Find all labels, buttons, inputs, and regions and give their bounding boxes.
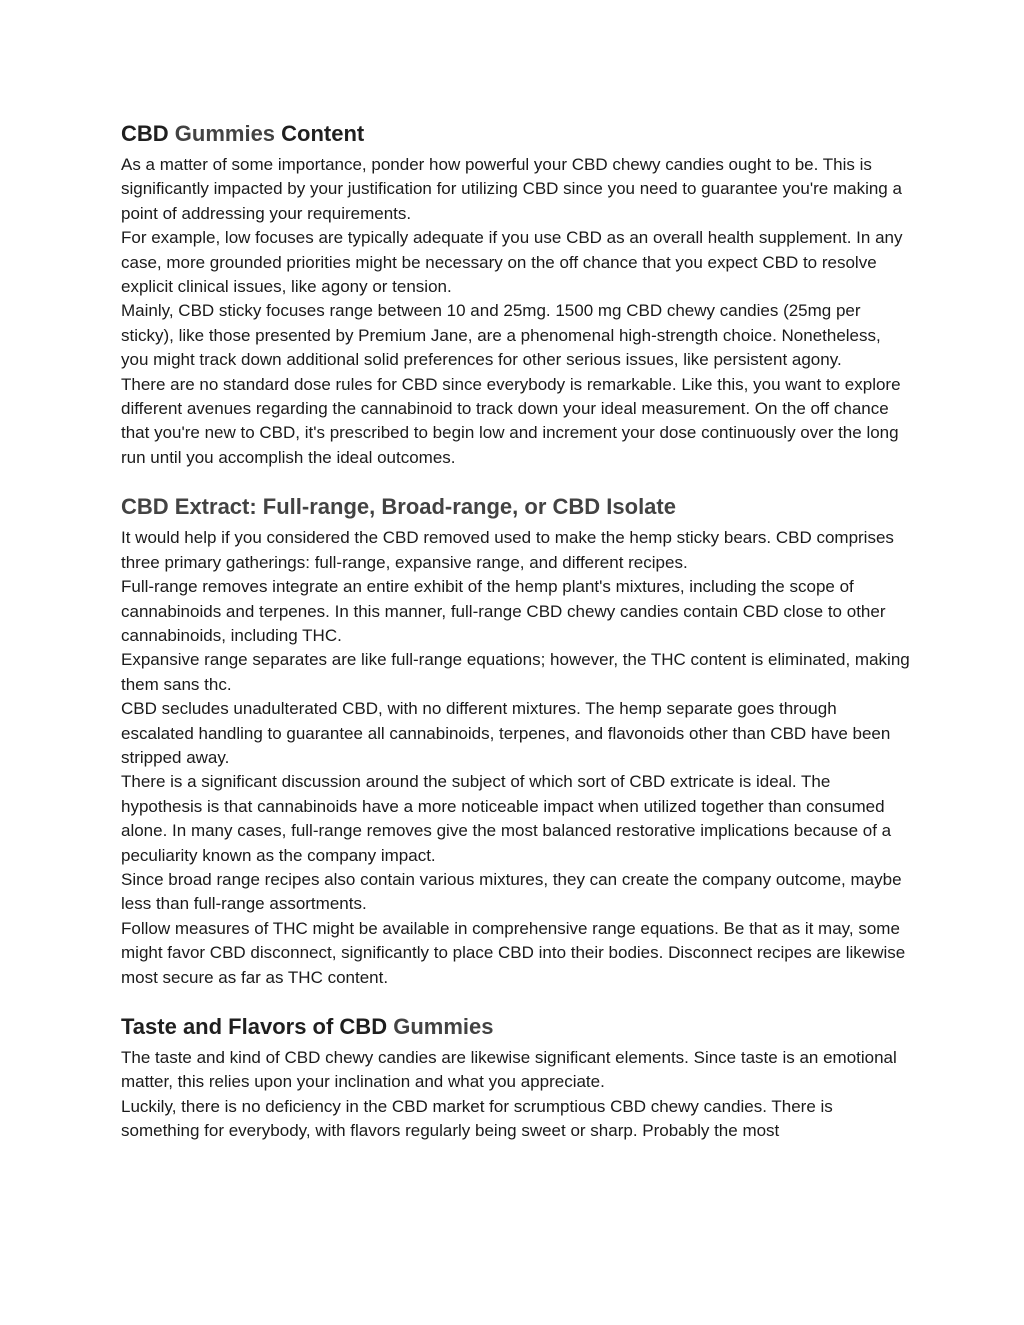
document-page <box>121 118 911 1144</box>
paragraph: Mainly, CBD sticky focuses range between 10 and 25mg. 1500 mg CBD chewy candies (25mg per sticky), like those presented by Premium Jane, are a phenomenal high-strength choice. Nonetheless, you might track down additional solid preferences for other serious issues, like persistent agony. <box>121 301 881 370</box>
paragraph: Since broad range recipes also contain various mixtures, they can create the company outcome, maybe less than full-range assortments. <box>121 869 902 914</box>
heading-part: Taste and Flavors of CBD <box>121 1014 394 1039</box>
paragraph: There are no standard dose rules for CBD since everybody is remarkable. Like this, you want to explore different avenues regarding the cannabinoid to track down your ideal measurement. On the off chance that you're new to CBD, it's prescribed to begin low and increment your dose continuously over the long run until you accomplish the ideal outcomes. <box>121 374 901 467</box>
heading-part-highlight: Gummies <box>393 1014 494 1039</box>
paragraph: As a matter of some importance, ponder how powerful your CBD chewy candies ought to be. This is significantly impacted by your justification for utilizing CBD since you need to guarantee you're making a point of addressing your requirements. <box>121 155 902 223</box>
paragraph: Full-range removes integrate an entire exhibit of the hemp plant's mixtures, including the scope of cannabinoids and terpenes. In this manner, full-range CBD chewy candies contain CBD close to other cannabinoids, including THC. <box>121 577 886 645</box>
paragraph: It would help if you considered the CBD removed used to make the hemp sticky bears. CBD comprises three primary gatherings: full-range, expansive range, and different recipes. <box>121 528 894 572</box>
paragraph: CBD secludes unadulterated CBD, with no different mixtures. The hemp separate goes through escalated handling to guarantee all cannabinoids, terpenes, and flavonoids other than CBD have been stripped away. <box>121 699 891 767</box>
section-heading-cbd-gummies-content <box>121 118 911 150</box>
heading-part-highlight: Gummies <box>174 121 276 146</box>
paragraph: There is a significant discussion around the subject of which sort of CBD extricate is ideal. The hypothesis is that cannabinoids have a more noticeable impact when utilized together than consumed alone. In many cases, full-range removes give the most balanced restorative implications because of a peculiarity known as the company impact. <box>121 772 892 865</box>
paragraph: Luckily, there is no deficiency in the CBD market for scrumptious CBD chewy candies. There is something for everybody, with flavors regularly being sweet or sharp. Probably the most <box>121 1096 833 1141</box>
section-heading-taste-and-flavors <box>121 1011 911 1043</box>
paragraph: For example, low focuses are typically adequate if you use CBD as an overall health supplement. In any case, more grounded priorities might be necessary on the off chance that you expect CBD to resolve explicit clinical issues, like agony or tension. <box>121 228 903 297</box>
paragraph: Follow measures of THC might be available in comprehensive range equations. Be that as it may, some might favor CBD disconnect, significantly to place CBD into their bodies. Disconnect recipes are likewise most secure as far as THC content. <box>121 918 906 987</box>
paragraph: The taste and kind of CBD chewy candies are likewise significant elements. Since taste is an emotional matter, this relies upon your inclination and what you appreciate. <box>121 1048 897 1092</box>
section-heading-cbd-extract: CBD Extract: Full-range, Broad-range, or CBD Isolate <box>121 494 676 520</box>
paragraph: Expansive range separates are like full-range equations; however, the THC content is eliminated, making them sans thc. <box>121 650 910 694</box>
heading-part: Content <box>275 121 365 146</box>
heading-part: CBD <box>121 121 175 146</box>
